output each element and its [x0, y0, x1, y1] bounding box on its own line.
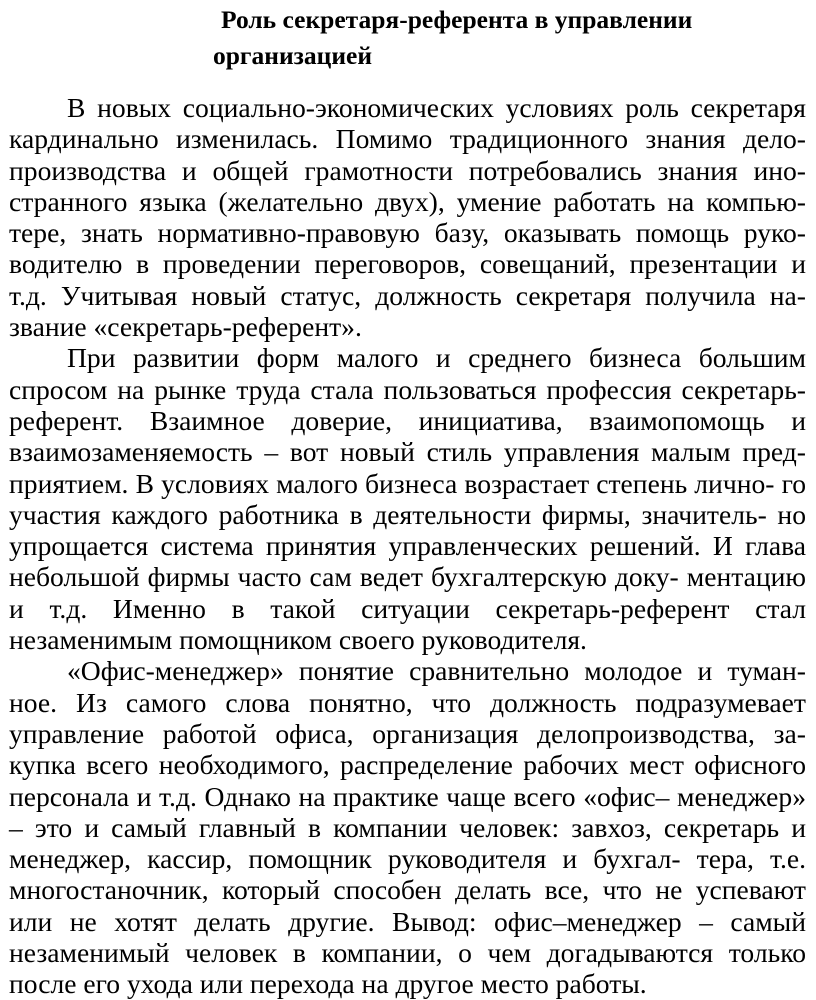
- title-line-2: организацией: [213, 41, 373, 70]
- document-body: [9, 92, 806, 1000]
- paragraph-office-manager: «Офис-менеджер» понятие сравнительно молодое и туман- ное. Из самого слова понятно, что должность подразумевает управление работой офиса, организация делопроизводства, за- купка всего необходимого, распределение рабочих мест офисного персонала и т.д. Однако на практике чаще всего «офис– менеджер» – это и самый главный в компании человек: завхоз, секретарь и менеджер, кассир, помощник руководителя и бухгал- тера, т.е. многостаночник, который способен делать все, что не успевают или не хотят делать другие. Вывод: офис–менеджер – самый незаменимый человек в компании, о чем догадываются только после его ухода или перехода на другое место работы.: [9, 655, 806, 1000]
- paragraph-small-business: При развитии форм малого и среднего бизнеса большим спросом на рынке труда стала пользоваться профессия секретарь-референт. Взаимное доверие, инициатива, взаимопомощь и взаимозаменяемость – вот новый стиль управления малым пред-приятием. В условиях малого бизнеса возрастает степень лично- го участия каждого работника в деятельности фирмы, значитель- но упрощается система принятия управленческих решений. И глава небольшой фирмы часто сам ведет бухгалтерскую доку- ментацию и т.д. Именно в такой ситуации секретарь-референт стал незаменимым помощником своего руководителя.: [9, 342, 806, 656]
- paragraph-secretary-role: В новых социально-экономических условиях роль секретаря кардинально изменилась. Помимо традиционного знания дело-производства и общей грамотности потребовались знания ино-странного языка (желательно двух), умение работать на компью-тере, знать нормативно-правовую базу, оказывать помощь руко-водителю в проведении переговоров, совещаний, презентации и т.д. Учитывая новый статус, должность секретаря получила на- звание «секретарь-референт».: [9, 92, 806, 343]
- page-title: [213, 2, 773, 74]
- title-line-1: Роль секретаря-референта в управлении: [221, 5, 693, 34]
